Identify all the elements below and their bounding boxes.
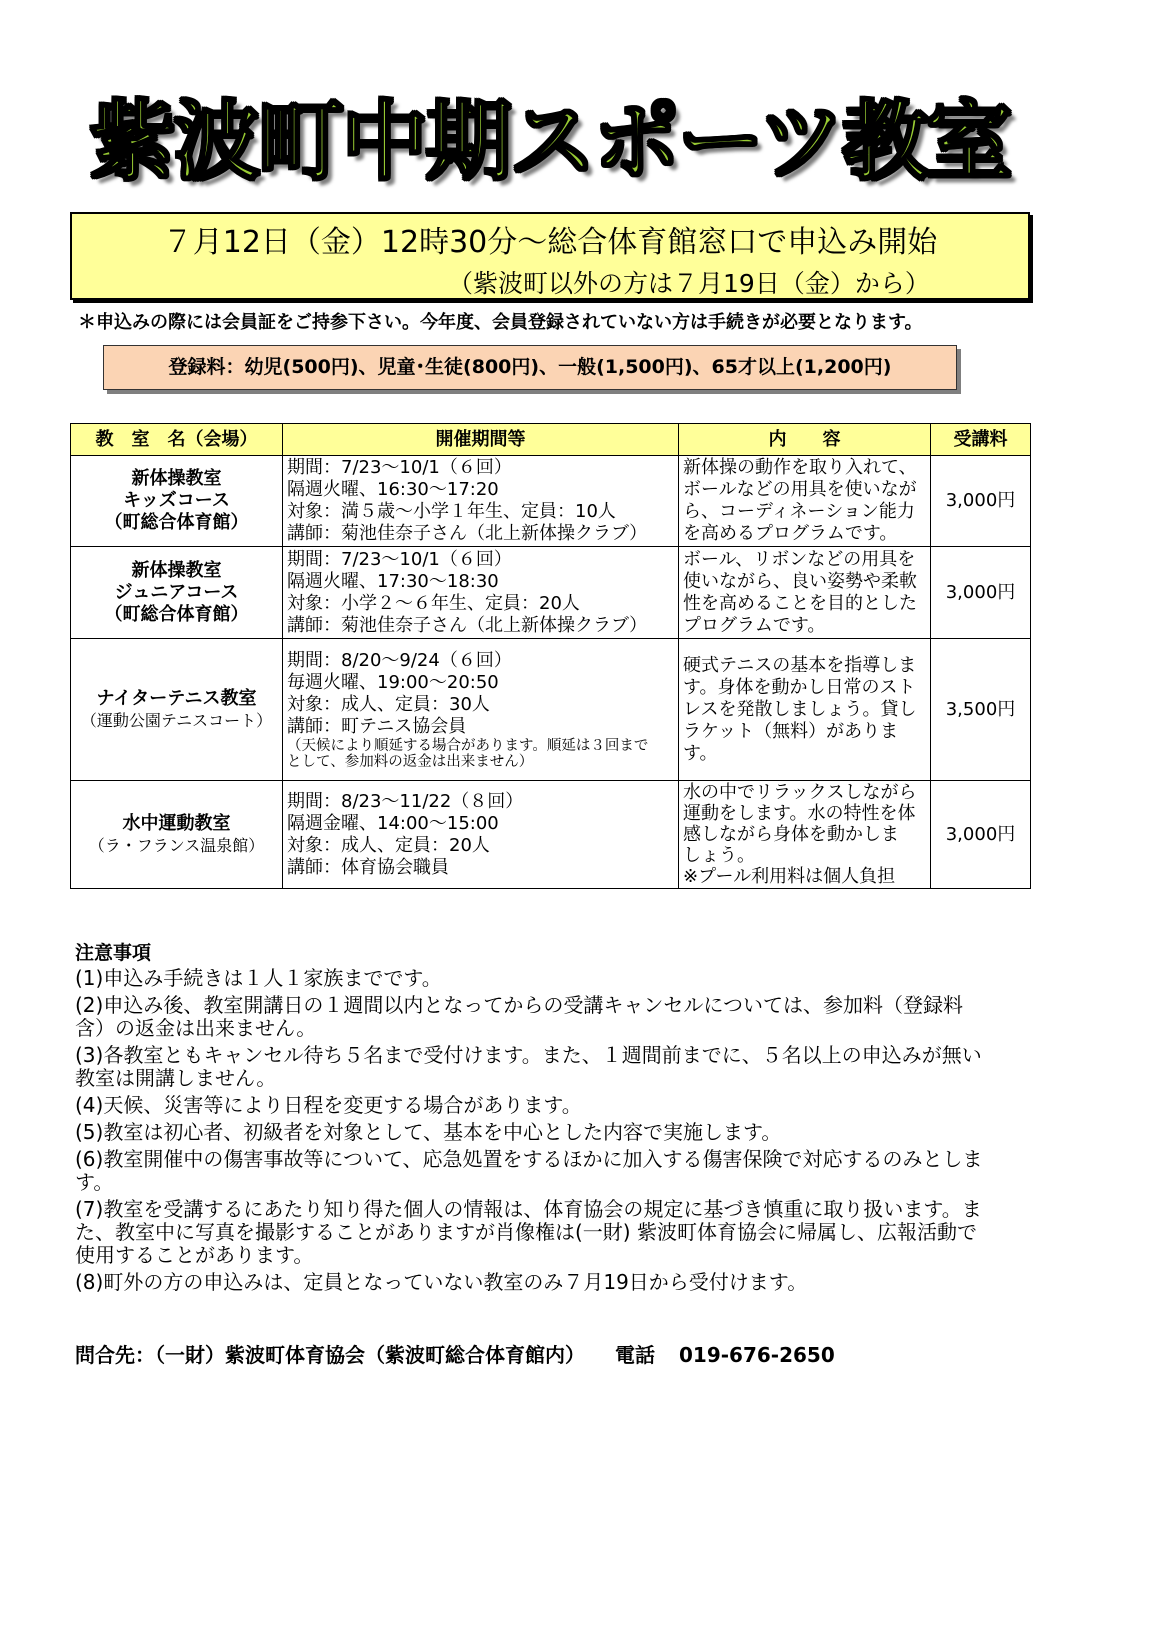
schedule-target: 対象：小学２～６年生、定員：20人 [287, 592, 580, 614]
note-text: 教室は初心者、初級者を対象として、基本を中心とした内容で実施します。 [103, 1120, 782, 1144]
note-line: す。 [75, 1170, 114, 1194]
note-number: (7) [75, 1197, 104, 1221]
content-line: す。身体を動かし日常のスト [683, 676, 916, 698]
course-name: ナイターテニス教室 [96, 688, 257, 709]
content-line: を高めるプログラムです。 [683, 523, 898, 544]
content-line: プログラムです。 [683, 614, 826, 636]
course-subname: ジュニアコース [114, 581, 239, 603]
note-number: (8) [75, 1270, 104, 1294]
course-name: 新体操教室 [131, 468, 222, 489]
note-line [75, 967, 1075, 990]
schedule-period: 期間：7/23～10/1（６回） [287, 457, 512, 478]
course-venue: （町総合体育館） [104, 512, 249, 533]
note-line [75, 1121, 1075, 1144]
registration-fee-box: 登録料：幼児(500円)、児童･生徒(800円)、一般(1,500円)、65才以上(1,200円) [103, 345, 957, 390]
course-table [70, 423, 1031, 889]
content-line: 使いながら、良い姿勢や柔軟 [683, 570, 917, 592]
phone-number: 019-676-2650 [679, 1343, 835, 1367]
content-line: ボールなどの用具を使いなが [683, 479, 917, 500]
schedule-time: 毎週火曜、19:00～20:50 [287, 671, 499, 693]
table-header-row [71, 424, 1031, 456]
course-fee: 3,000円 [945, 823, 1016, 845]
note-number: (3) [75, 1043, 104, 1067]
note-line: 使用することがあります。 [75, 1243, 314, 1267]
note-line: 教室は開講しません。 [75, 1066, 277, 1090]
content-cell [679, 639, 931, 781]
note-item [75, 1198, 1075, 1267]
course-venue: （町総合体育館） [104, 603, 249, 625]
schedule-time: 隔週金曜、14:00～15:00 [287, 812, 499, 834]
content-line: しょう。 [683, 845, 755, 866]
note-line [75, 994, 1075, 1017]
note-text: 申込み後、教室開講日の１週間以内となってからの受講キャンセルについては、参加料（登録料 [103, 993, 963, 1017]
note-item [75, 994, 1075, 1040]
header-schedule: 開催期間等 [283, 424, 679, 456]
schedule-target: 対象：成人、定員：30人 [287, 693, 490, 715]
note-text: 申込み手続きは１人１家族までです。 [103, 966, 442, 990]
schedule-instructor: 講師：菊池佳奈子さん（北上新体操クラブ） [287, 614, 648, 636]
schedule-instructor: 講師：体育協会職員 [287, 856, 449, 878]
course-name-cell [71, 547, 283, 639]
member-card-note: ＊申込みの際には会員証をご持参下さい。今年度、会員登録されていない方は手続きが必要となります。 [78, 312, 923, 333]
table-row [71, 639, 1031, 781]
course-name-cell [71, 781, 283, 889]
note-line [75, 1271, 1075, 1294]
schedule-target: 対象：成人、定員：20人 [287, 834, 490, 856]
course-name-cell [71, 456, 283, 547]
schedule-note: として、参加料の返金は出来ません） [287, 753, 534, 770]
note-line [75, 1198, 1075, 1221]
note-number: (6) [75, 1147, 104, 1171]
course-venue: （ラ・フランス温泉館） [88, 836, 265, 855]
content-line: 性を高めることを目的とした [683, 592, 917, 614]
header-fee: 受講料 [931, 424, 1031, 456]
course-name: 水中運動教室 [122, 813, 231, 834]
course-subname: キッズコース [123, 490, 230, 511]
course-fee: 3,500円 [945, 698, 1016, 720]
schedule-cell [283, 547, 679, 639]
schedule-cell [283, 456, 679, 547]
note-text: 町外の方の申込みは、定員となっていない教室のみ７月19日から受付けます。 [103, 1270, 808, 1294]
note-item [75, 1148, 1075, 1194]
note-number: (4) [75, 1093, 104, 1117]
fee-cell [931, 781, 1031, 889]
content-cell [679, 547, 931, 639]
announcement-banner [70, 212, 1030, 300]
content-line: ※プール利用料は個人負担 [683, 866, 896, 887]
schedule-time: 隔週火曜、17:30～18:30 [287, 570, 499, 592]
content-line: す。 [683, 742, 718, 764]
notes-heading: 注意事項 [75, 942, 152, 964]
table-row [71, 781, 1031, 889]
schedule-cell [283, 639, 679, 781]
schedule-period: 期間：8/20～9/24（６回） [287, 649, 512, 671]
note-item [75, 1121, 1075, 1144]
note-line: た、教室中に写真を撮影することがありますが肖像権は(一財) 紫波町体育協会に帰属し、広報活動で [75, 1220, 977, 1244]
header-content: 内 容 [679, 424, 931, 456]
note-item [75, 1271, 1075, 1294]
content-line: ら、コーディネーション能力 [683, 501, 915, 522]
content-cell [679, 456, 931, 547]
course-venue: （運動公園テニスコート） [80, 711, 273, 730]
fee-cell [931, 547, 1031, 639]
note-text: 天候、災害等により日程を変更する場合があります。 [103, 1093, 582, 1117]
note-text: 教室開催中の傷害事故等について、応急処置をするほかに加入する傷害保険で対応するのみとしま [103, 1147, 983, 1171]
schedule-instructor: 講師：菊池佳奈子さん（北上新体操クラブ） [287, 523, 648, 544]
schedule-instructor: 講師：町テニス協会員 [287, 715, 467, 737]
announcement-line-1: ７月12日（金）12時30分～総合体育館窓口で申込み開始 [162, 225, 938, 260]
note-item [75, 1094, 1075, 1117]
page-title: 紫波町中期スポーツ教室 [89, 92, 1011, 192]
course-name-cell [71, 639, 283, 781]
note-item [75, 967, 1075, 990]
note-line [75, 1148, 1075, 1171]
note-number: (1) [75, 966, 104, 990]
note-number: (5) [75, 1120, 104, 1144]
content-line: 感しながら身体を動かしま [683, 824, 899, 845]
course-name: 新体操教室 [131, 559, 222, 581]
table-row [71, 547, 1031, 639]
schedule-cell [283, 781, 679, 889]
note-text: 各教室ともキャンセル待ち５名まで受付けます。また、１週間前までに、５名以上の申込みが無い [103, 1043, 982, 1067]
schedule-target: 対象：満５歳～小学１年生、定員：10人 [287, 501, 616, 522]
note-line [75, 1044, 1075, 1067]
note-number: (2) [75, 993, 104, 1017]
content-cell [679, 781, 931, 889]
course-fee: 3,000円 [945, 581, 1016, 603]
note-text: 教室を受講するにあたり知り得た個人の情報は、体育協会の規定に基づき慎重に取り扱います。ま [103, 1197, 982, 1221]
note-line: 含）の返金は出来ません。 [75, 1016, 317, 1040]
content-line: 新体操の動作を取り入れて、 [683, 457, 917, 478]
content-line: 硬式テニスの基本を指導しま [683, 654, 917, 676]
content-line: ボール、リボンなどの用具を [683, 548, 916, 570]
phone-label: 電話 [615, 1343, 655, 1367]
content-line: 水の中でリラックスしながら [683, 782, 917, 803]
table-row [71, 456, 1031, 547]
fee-cell [931, 639, 1031, 781]
notes-section [75, 941, 1075, 1294]
schedule-period: 期間：8/23～11/22（８回） [287, 790, 524, 812]
schedule-period: 期間：7/23～10/1（６回） [287, 548, 512, 570]
note-line [75, 1094, 1075, 1117]
course-fee: 3,000円 [945, 490, 1016, 511]
header-course-name: 教 室 名（会場） [71, 424, 283, 456]
fee-cell [931, 456, 1031, 547]
schedule-note: （天候により順延する場合があります。順延は３回まで [287, 737, 649, 754]
contact-info [75, 1343, 835, 1367]
note-item [75, 1044, 1075, 1090]
content-line: ラケット（無料）がありま [683, 720, 899, 742]
content-line: 運動をします。水の特性を体 [683, 803, 916, 824]
announcement-line-2: （紫波町以外の方は７月19日（金）から） [448, 269, 930, 298]
content-line: レスを発散しましょう。貸し [683, 698, 917, 720]
contact-organization: 問合先：（一財）紫波町体育協会（紫波町総合体育館内） [75, 1343, 585, 1367]
schedule-time: 隔週火曜、16:30～17:20 [287, 479, 499, 500]
